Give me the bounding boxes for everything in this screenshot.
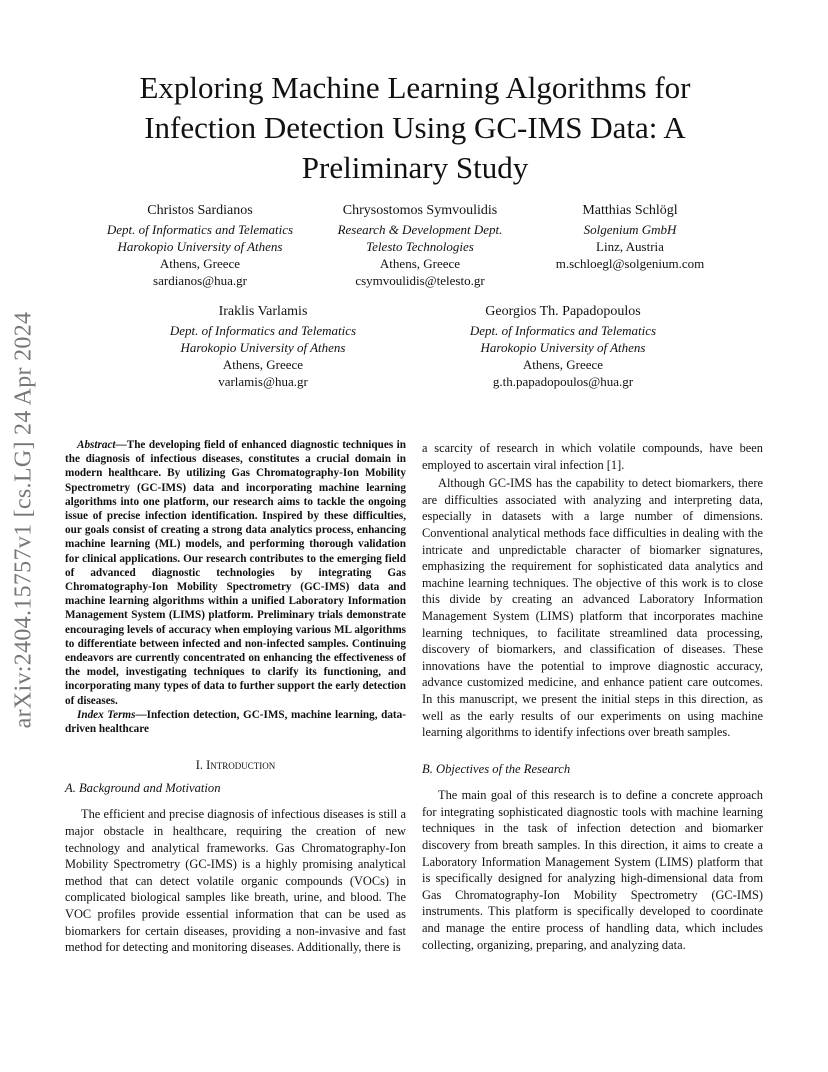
abstract	[65, 438, 406, 708]
author-affiliation: Research & Development Dept.	[337, 222, 503, 237]
author-location: Linz, Austria	[596, 239, 664, 254]
author-email: csymvoulidis@telesto.gr	[355, 273, 485, 288]
left-column	[65, 438, 406, 956]
paragraph: a scarcity of research in which volatile compounds, have been employed to ascertain viral infection [1].	[422, 441, 763, 472]
author-email: g.th.papadopoulos@hua.gr	[492, 374, 634, 389]
author-affiliation: Dept. of Informatics and Telematics	[469, 323, 657, 338]
author-block	[315, 202, 525, 289]
author-location: Athens, Greece	[379, 256, 461, 271]
paragraph: The efficient and precise diagnosis of infectious diseases is still a major obstacle in healthcare, requiring the creation of new technology and analytical frameworks. Gas Chromatography-Ion Mobility Spectrometry (GC-IMS) is a highly promising analytical method that can detect volatile organic compounds (VOCs) in complicated biological samples like breath, urine, and blood. The VOC profiles provide essential information that can be used as biomarkers for certain diseases, providing a non-invasive and fast method for detecting and monitoring diseases. Additionally, there is	[65, 807, 406, 955]
author-location: Athens, Greece	[522, 357, 604, 372]
paragraph: The main goal of this research is to define a concrete approach for integrating sophisticated diagnostic tools with machine learning techniques in the task of infection detection and biomarker discovery from breath samples. In this direction, it aims to create a Laboratory Information Management System (LIMS) platform that is specifically designed for analyzing high-dimensional data from Gas Chromatography-Ion Mobility Spectrometry (GC-IMS) instruments. This platform is specifically developed to coordinate and manage the entire process of handling data, which includes collecting, organizing, preparing, and analyzing data.	[422, 788, 763, 952]
author-affiliation: Harokopio University of Athens	[480, 340, 646, 355]
author-block	[530, 202, 730, 272]
title-line: Exploring Machine Learning Algorithms for	[139, 70, 691, 105]
arxiv-stamp-text: arXiv:2404.15757v1 [cs.LG] 24 Apr 2024	[10, 311, 37, 729]
title-line: Preliminary Study	[301, 150, 529, 185]
author-block	[458, 303, 668, 390]
author-email: varlamis@hua.gr	[218, 374, 308, 389]
author-affiliation: Harokopio University of Athens	[117, 239, 283, 254]
title-line: Infection Detection Using GC-IMS Data: A	[144, 110, 686, 145]
author-name: Christos Sardianos	[147, 203, 253, 218]
author-email: sardianos@hua.gr	[153, 273, 247, 288]
index-terms-label: Index Terms	[77, 708, 136, 721]
author-affiliation: Telesto Technologies	[366, 239, 474, 254]
paper-title	[95, 68, 735, 188]
author-location: Athens, Greece	[159, 256, 241, 271]
abstract-label: Abstract	[77, 439, 116, 451]
author-location: Athens, Greece	[222, 357, 304, 372]
author-affiliation: Dept. of Informatics and Telematics	[106, 222, 294, 237]
subsection-heading-objectives: B. Objectives of the Research	[422, 761, 571, 776]
author-name: Georgios Th. Papadopoulos	[485, 304, 641, 319]
paragraph: Although GC-IMS has the capability to detect biomarkers, there are difficulties associated with analyzing and interpreting data, especially in datasets with a large number of dimensions. Conventional analytical methods face difficulties in dealing with the intricate and unpredictable character of biomarker signatures, emphasizing the requirement for sophisticated data analytics and machine learning techniques. The objective of this work is to close this divide by creating an advanced Laboratory Information Management System (LIMS) platform that incorporates machine learning techniques, to facilitate streamlined data processing, discovery of biomarkers, and classification of diseases. These innovations have the potential to improve diagnostic accuracy, advance customized medicine, and enhance patient care outcomes. In this manuscript, we present the initial steps in this direction, as well as the early results of our experiments on using machine learning algorithms to identify infections over breath samples.	[422, 476, 763, 740]
author-affiliation: Solgenium GmbH	[583, 222, 677, 237]
index-terms	[65, 708, 406, 736]
author-name: Chrysostomos Symvoulidis	[342, 203, 498, 218]
author-affiliation: Harokopio University of Athens	[180, 340, 346, 355]
subsection-heading-background: A. Background and Motivation	[65, 780, 221, 795]
author-block	[95, 202, 305, 289]
author-affiliation: Dept. of Informatics and Telematics	[169, 323, 357, 338]
author-name: Matthias Schlögl	[582, 203, 678, 218]
author-name: Iraklis Varlamis	[218, 304, 308, 319]
author-block	[158, 303, 368, 390]
author-email: m.schloegl@solgenium.com	[555, 256, 705, 271]
index-terms-text: —Infection detection, GC-IMS, machine learning, data-driven healthcare	[65, 708, 406, 736]
section-heading-introduction: I. Introduction	[195, 758, 276, 773]
right-column	[422, 440, 763, 953]
abstract-text: —The developing field of enhanced diagnostic techniques in the diagnosis of infectious diseases, constitutes a crucial domain in modern healthcare. By utilizing Gas Chromatography-Ion Mobility Spectrometry (GC-IMS) data and incorporating machine learning algorithms into one platform, our research aims to tackle the ongoing issue of precise infection identification. Inspired by these difficulties, our goals consist of creating a strong data analytics process, enhancing machine learning (ML) models, and performing thorough validation for clinical applications. Our research contributes to the emerging field of advanced diagnostic technologies by integrating Gas Chromatography-Ion Mobility Spectrometry (GC-IMS) data and machine learning algorithms within a unified Laboratory Information Management System (LIMS) platform. Preliminary trials demonstrate encouraging levels of accuracy when employing various ML algorithms to differentiate between infected and non-infected samples. Continuing endeavors are currently concentrated on enhancing the effectiveness of the model, investigating techniques to clarify its functioning, and incorporating many types of data to further support the early detection of diseases.	[65, 439, 406, 707]
